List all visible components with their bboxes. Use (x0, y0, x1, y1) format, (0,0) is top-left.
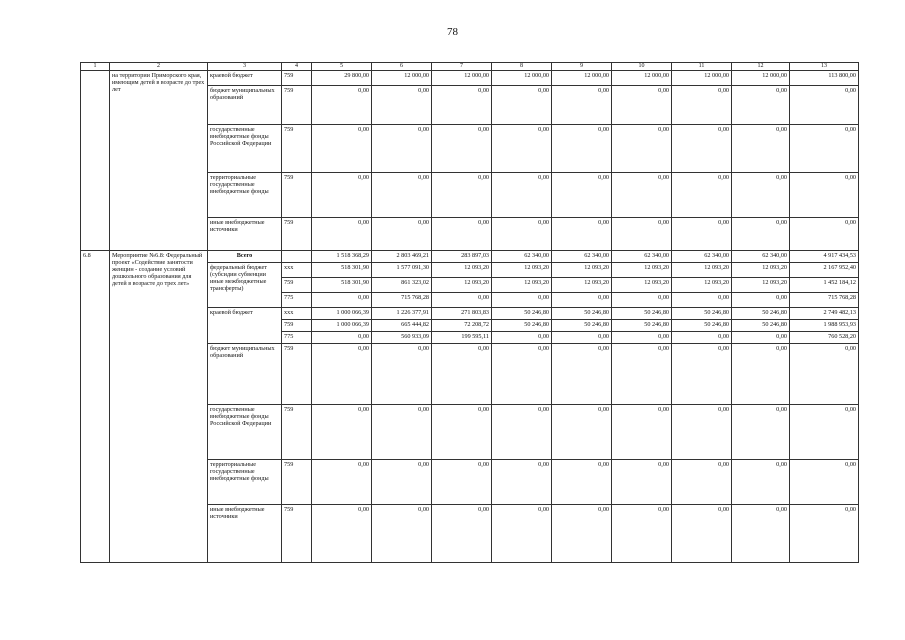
column-header: 4 (282, 63, 312, 71)
value-cell: 665 444,82 (372, 320, 432, 332)
code-cell: 759 (282, 125, 312, 173)
value-cell: 560 933,09 (372, 332, 432, 344)
code-cell: 759 (282, 460, 312, 505)
value-cell: 760 528,20 (790, 332, 859, 344)
continuation-row (81, 71, 859, 86)
column-header: 12 (732, 63, 790, 71)
value-cell: 50 246,80 (552, 320, 612, 332)
value-cell: 0,00 (432, 460, 492, 505)
value-cell: 0,00 (492, 293, 552, 308)
value-cell: 518 301,90 (312, 263, 372, 278)
value-cell: 12 093,20 (432, 278, 492, 293)
value-cell: 1 000 066,39 (312, 308, 372, 320)
value-cell: 0,00 (312, 332, 372, 344)
value-cell: 271 803,83 (432, 308, 492, 320)
value-cell: 0,00 (312, 460, 372, 505)
column-header: 6 (372, 63, 432, 71)
value-cell: 0,00 (732, 460, 790, 505)
value-cell: 0,00 (732, 505, 790, 563)
funding-source: территориальные государственные внебюджетные фонды (208, 173, 282, 218)
value-cell: 861 323,02 (372, 278, 432, 293)
value-cell: 12 093,20 (492, 263, 552, 278)
column-header: 9 (552, 63, 612, 71)
value-cell: 0,00 (672, 344, 732, 405)
funding-source: бюджет муниципальных образований (208, 86, 282, 125)
value-cell: 0,00 (790, 86, 859, 125)
value-cell: 12 093,20 (432, 263, 492, 278)
value-cell: 0,00 (790, 344, 859, 405)
value-cell: 50 246,80 (732, 320, 790, 332)
item-number: 6.8 (81, 251, 110, 563)
value-cell: 283 897,03 (432, 251, 492, 263)
value-cell: 0,00 (672, 505, 732, 563)
value-cell: 0,00 (612, 86, 672, 125)
value-cell: 0,00 (312, 125, 372, 173)
value-cell: 0,00 (552, 460, 612, 505)
value-cell: 50 246,80 (672, 308, 732, 320)
value-cell: 0,00 (790, 405, 859, 460)
value-cell: 0,00 (612, 125, 672, 173)
column-header: 10 (612, 63, 672, 71)
item-number-cell (81, 71, 110, 251)
value-cell: 2 749 482,13 (790, 308, 859, 320)
value-cell: 12 093,20 (612, 263, 672, 278)
value-cell: 715 768,28 (790, 293, 859, 308)
value-cell: 62 340,00 (732, 251, 790, 263)
value-cell: 12 000,00 (732, 71, 790, 86)
value-cell: 0,00 (312, 86, 372, 125)
value-cell: 0,00 (672, 293, 732, 308)
column-header: 3 (208, 63, 282, 71)
value-cell: 0,00 (312, 344, 372, 405)
value-cell: 0,00 (312, 293, 372, 308)
value-cell: 0,00 (432, 218, 492, 251)
code-cell: 759 (282, 218, 312, 251)
value-cell: 50 246,80 (672, 320, 732, 332)
value-cell: 0,00 (732, 332, 790, 344)
page-number: 78 (447, 26, 458, 38)
value-cell: 12 093,20 (672, 263, 732, 278)
value-cell: 0,00 (732, 218, 790, 251)
header-row (81, 63, 859, 71)
value-cell: 12 093,20 (552, 278, 612, 293)
total-row (81, 251, 859, 263)
funding-source: государственные внебюджетные фонды Российской Федерации (208, 405, 282, 460)
value-cell: 0,00 (672, 460, 732, 505)
value-cell: 0,00 (612, 460, 672, 505)
value-cell: 0,00 (552, 505, 612, 563)
value-cell: 0,00 (612, 293, 672, 308)
value-cell: 4 917 434,53 (790, 251, 859, 263)
value-cell: 0,00 (732, 86, 790, 125)
value-cell: 0,00 (492, 344, 552, 405)
value-cell: 715 768,28 (372, 293, 432, 308)
value-cell: 0,00 (492, 86, 552, 125)
value-cell: 1 518 368,29 (312, 251, 372, 263)
value-cell: 12 000,00 (552, 71, 612, 86)
value-cell: 0,00 (552, 293, 612, 308)
column-header: 5 (312, 63, 372, 71)
value-cell: 199 595,11 (432, 332, 492, 344)
value-cell: 0,00 (672, 86, 732, 125)
value-cell: 0,00 (672, 218, 732, 251)
value-cell: 0,00 (790, 505, 859, 563)
column-header: 1 (81, 63, 110, 71)
value-cell: 0,00 (552, 405, 612, 460)
column-header: 11 (672, 63, 732, 71)
value-cell: 12 093,20 (672, 278, 732, 293)
item-description: на территории Приморского края, имеющим детей в возрасте до трех лет (110, 71, 208, 251)
value-cell: 0,00 (372, 405, 432, 460)
value-cell: 1 988 953,93 (790, 320, 859, 332)
code-cell: 775 (282, 293, 312, 308)
value-cell: 0,00 (552, 332, 612, 344)
value-cell: 12 000,00 (372, 71, 432, 86)
value-cell: 50 246,80 (492, 308, 552, 320)
value-cell: 0,00 (312, 173, 372, 218)
value-cell: 0,00 (372, 505, 432, 563)
value-cell: 50 246,80 (612, 308, 672, 320)
value-cell: 0,00 (432, 344, 492, 405)
value-cell: 1 577 091,30 (372, 263, 432, 278)
value-cell: 62 340,00 (612, 251, 672, 263)
value-cell: 12 000,00 (432, 71, 492, 86)
value-cell: 12 093,20 (612, 278, 672, 293)
federal-budget-label: федеральный бюджет (субсидии субвенции иные межбюджетные трансферты) (208, 263, 282, 308)
value-cell: 113 800,00 (790, 71, 859, 86)
value-cell: 0,00 (790, 460, 859, 505)
value-cell: 0,00 (672, 173, 732, 218)
value-cell: 0,00 (432, 405, 492, 460)
value-cell: 518 301,90 (312, 278, 372, 293)
value-cell: 0,00 (672, 405, 732, 460)
value-cell: 12 093,20 (492, 278, 552, 293)
value-cell: 12 093,20 (732, 263, 790, 278)
value-cell: 62 340,00 (492, 251, 552, 263)
value-cell: 2 803 469,21 (372, 251, 432, 263)
value-cell: 72 208,72 (432, 320, 492, 332)
value-cell: 0,00 (432, 505, 492, 563)
value-cell: 0,00 (552, 344, 612, 405)
value-cell: 0,00 (732, 344, 790, 405)
value-cell: 0,00 (492, 332, 552, 344)
budget-table (80, 62, 859, 563)
value-cell: 0,00 (612, 405, 672, 460)
value-cell: 1 452 184,12 (790, 278, 859, 293)
code-cell: 759 (282, 505, 312, 563)
funding-source: иные внебюджетные источники (208, 218, 282, 251)
value-cell: 0,00 (790, 173, 859, 218)
value-cell: 0,00 (432, 173, 492, 218)
value-cell: 0,00 (312, 405, 372, 460)
value-cell: 62 340,00 (672, 251, 732, 263)
value-cell: 0,00 (432, 125, 492, 173)
code-cell: ххх (282, 308, 312, 320)
value-cell: 0,00 (612, 344, 672, 405)
funding-source: государственные внебюджетные фонды Российской Федерации (208, 125, 282, 173)
value-cell: 0,00 (732, 405, 790, 460)
value-cell: 62 340,00 (552, 251, 612, 263)
value-cell: 0,00 (732, 125, 790, 173)
value-cell: 12 000,00 (492, 71, 552, 86)
value-cell: 0,00 (612, 332, 672, 344)
code-cell (282, 251, 312, 263)
value-cell: 50 246,80 (732, 308, 790, 320)
value-cell: 0,00 (372, 218, 432, 251)
code-cell: 759 (282, 173, 312, 218)
value-cell: 2 167 952,40 (790, 263, 859, 278)
value-cell: 12 000,00 (672, 71, 732, 86)
funding-source: территориальные государственные внебюджетные фонды (208, 460, 282, 505)
column-header: 8 (492, 63, 552, 71)
value-cell: 50 246,80 (492, 320, 552, 332)
value-cell: 0,00 (312, 505, 372, 563)
code-cell: 759 (282, 405, 312, 460)
value-cell: 0,00 (492, 173, 552, 218)
value-cell: 0,00 (672, 332, 732, 344)
funding-source: иные внебюджетные источники (208, 505, 282, 563)
value-cell: 0,00 (552, 173, 612, 218)
value-cell: 0,00 (432, 86, 492, 125)
value-cell: 0,00 (492, 505, 552, 563)
code-cell: 759 (282, 71, 312, 86)
column-header: 2 (110, 63, 208, 71)
value-cell: 0,00 (552, 86, 612, 125)
code-cell: 775 (282, 332, 312, 344)
value-cell: 12 093,20 (552, 263, 612, 278)
value-cell: 0,00 (552, 218, 612, 251)
value-cell: 0,00 (372, 460, 432, 505)
funding-source: бюджет муниципальных образований (208, 344, 282, 405)
value-cell: 0,00 (432, 293, 492, 308)
value-cell: 0,00 (312, 218, 372, 251)
value-cell: 0,00 (612, 505, 672, 563)
column-header: 7 (432, 63, 492, 71)
value-cell: 0,00 (372, 344, 432, 405)
value-cell: 0,00 (732, 293, 790, 308)
value-cell: 0,00 (492, 218, 552, 251)
value-cell: 12 093,20 (732, 278, 790, 293)
value-cell: 0,00 (672, 125, 732, 173)
value-cell: 29 800,00 (312, 71, 372, 86)
funding-source: краевой бюджет (208, 71, 282, 86)
value-cell: 0,00 (612, 173, 672, 218)
code-cell: ххх (282, 263, 312, 278)
value-cell: 12 000,00 (612, 71, 672, 86)
item-description: Мероприятие №6.8: Федеральный проект «Содействие занятости женщин - создание условий дошкольного образования для детей в возрасте до трех лет» (110, 251, 208, 563)
code-cell: 759 (282, 86, 312, 125)
value-cell: 50 246,80 (552, 308, 612, 320)
code-cell: 759 (282, 320, 312, 332)
code-cell: 759 (282, 278, 312, 293)
value-cell: 0,00 (372, 173, 432, 218)
value-cell: 0,00 (372, 86, 432, 125)
value-cell: 1 226 377,91 (372, 308, 432, 320)
regional-budget-label: краевой бюджет (208, 308, 282, 344)
value-cell: 0,00 (372, 125, 432, 173)
value-cell: 0,00 (492, 405, 552, 460)
total-label: Всего (208, 251, 282, 263)
value-cell: 0,00 (492, 125, 552, 173)
value-cell: 1 000 066,39 (312, 320, 372, 332)
value-cell: 0,00 (492, 460, 552, 505)
column-header: 13 (790, 63, 859, 71)
value-cell: 0,00 (552, 125, 612, 173)
value-cell: 50 246,80 (612, 320, 672, 332)
value-cell: 0,00 (790, 125, 859, 173)
value-cell: 0,00 (790, 218, 859, 251)
code-cell: 759 (282, 344, 312, 405)
value-cell: 0,00 (732, 173, 790, 218)
value-cell: 0,00 (612, 218, 672, 251)
